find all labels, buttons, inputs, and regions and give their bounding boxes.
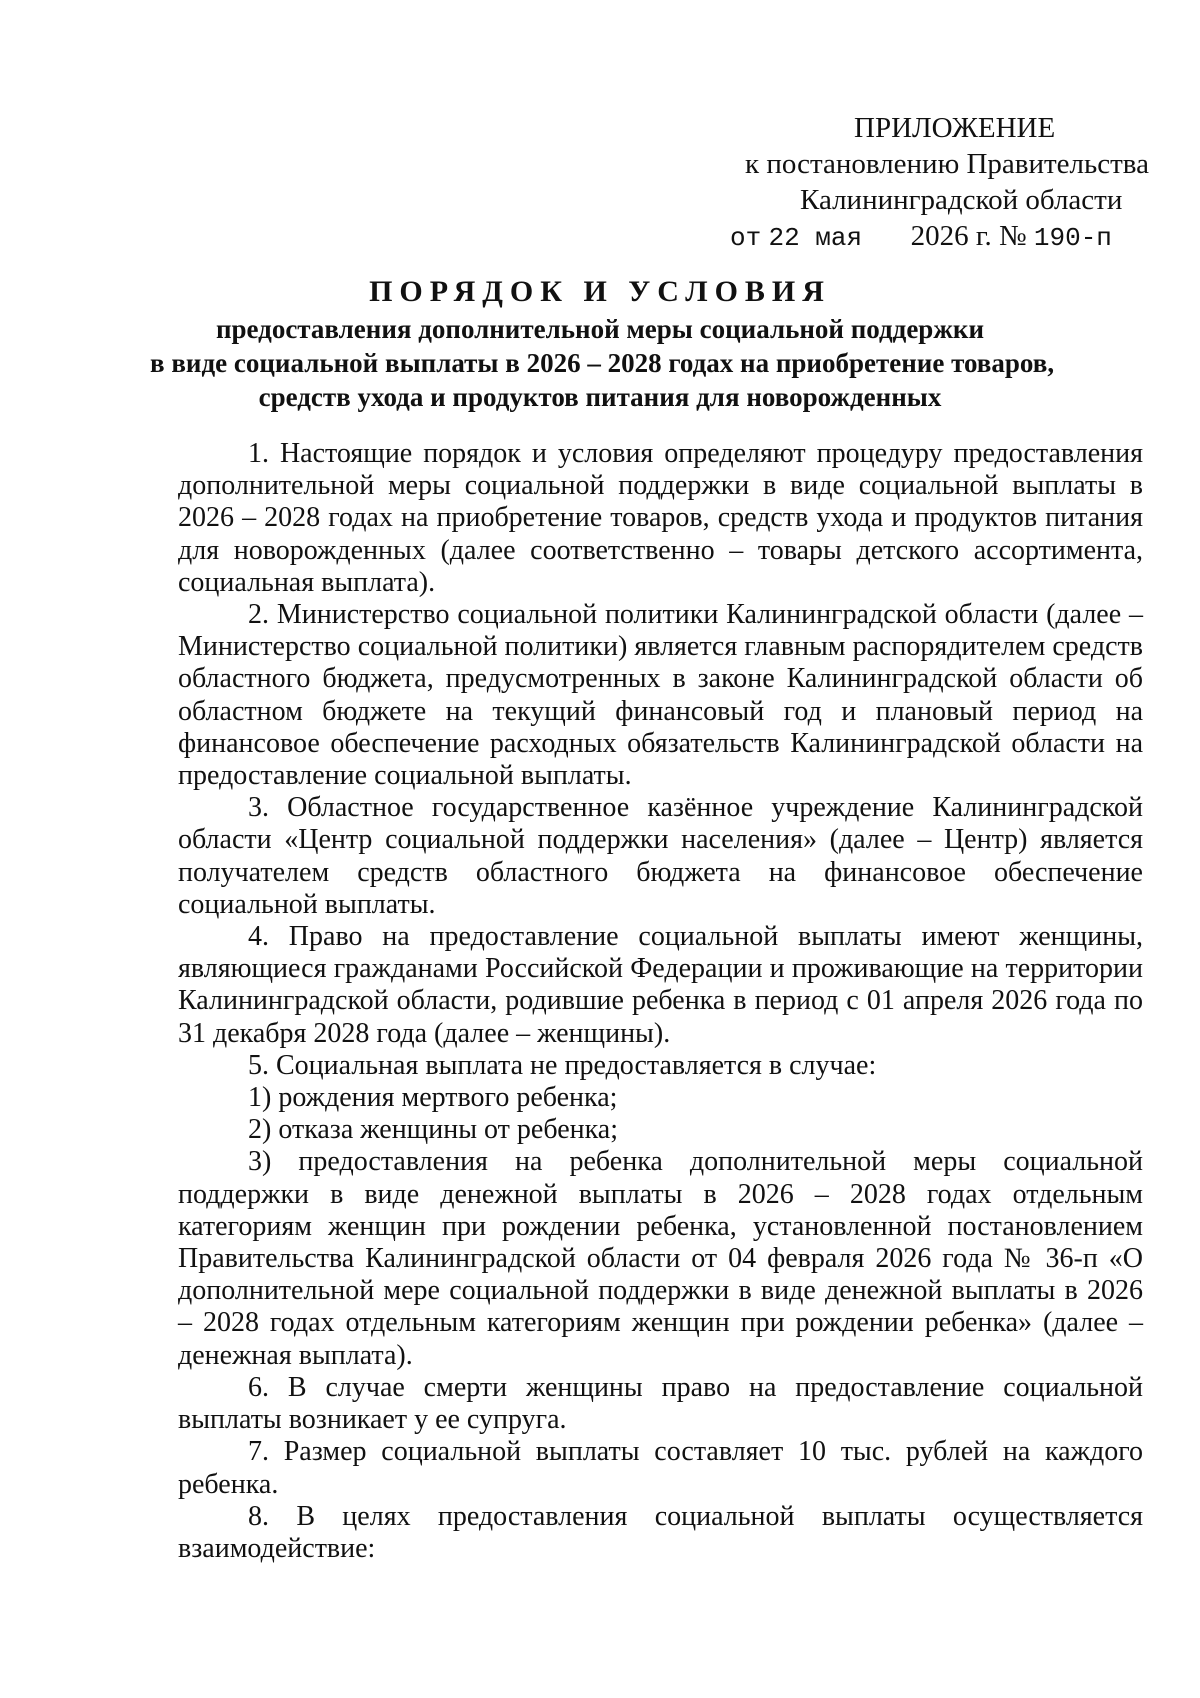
appendix-title: ПРИЛОЖЕНИЕ [854, 112, 1056, 144]
paragraph-5-item-3: 3) предоставления на ребенка дополнительной меры социальной поддержки в виде денежной выплаты в 2026 – 2028 годах отдельным категориям женщин при рождении ребенка, установленной постановлением Правительства Калининградской области от 04 февраля 2026 года № 36-п «О дополнительной мере социальной поддержки в виде денежной выплаты в 2026 – 2028 годах отдельным категориям женщин при рождении ребенка» (далее – денежная выплата). [178, 1146, 1143, 1371]
paragraph-3: 3. Областное государственное казённое учреждение Калининградской области «Центр социальной поддержки населения» (далее – Центр) является получателем средств областного бюджета на финансовое обеспечение социальной выплаты. [178, 792, 1143, 920]
appendix-line-region: Калининградской области [800, 184, 1123, 216]
document-body [178, 438, 1143, 1565]
paragraph-5-item-2: 2) отказа женщины от ребенка; [248, 1114, 618, 1146]
appendix-header [720, 110, 1149, 256]
document-subtitle-line-3: средств ухода и продуктов питания для новорожденных [258, 382, 942, 412]
paragraph-1: 1. Настоящие порядок и условия определяют процедуру предоставления дополнительной меры социальной поддержки в виде социальной выплаты в 2026 – 2028 годах на приобретение товаров, средств ухода и продуктов питания для новорожденных (далее соответственно – товары детского ассортимента, социальная выплата). [178, 438, 1143, 598]
paragraph-4: 4. Право на предоставление социальной выплаты имеют женщины, являющиеся гражданами Российской Федерации и проживающие на территории Калининградской области, родившие ребенка в период с 01 апреля 2026 года по 31 декабря 2028 года (далее – женщины). [178, 921, 1143, 1049]
paragraph-6: 6. В случае смерти женщины право на предоставление социальной выплаты возникает у ее супруга. [178, 1371, 1143, 1436]
paragraph-2: 2. Министерство социальной политики Калининградской области (далее – Министерство социальной политики) является главным распорядителем средств областного бюджета, предусмотренных в законе Калининградской области об областном бюджете на текущий финансовый год и плановый период на финансовое обеспечение расходных обязательств Калининградской области на предоставление социальной выплаты. [178, 599, 1143, 792]
paragraph-5: 5. Социальная выплата не предоставляется в случае: [248, 1049, 877, 1081]
document-subtitle-line-1: предоставления дополнительной меры социальной поддержки [215, 314, 985, 344]
document-number: 190-п [1033, 223, 1112, 253]
document-title-block [150, 272, 1055, 414]
appendix-line-resolution: к постановлению Правительства [745, 148, 1149, 180]
date-prefix: от [730, 223, 762, 253]
document-subtitle-line-2: в виде социальной выплаты в 2026 – 2028 годах на приобретение товаров, [150, 348, 1055, 378]
paragraph-8: 8. В целях предоставления социальной выплаты осуществляется взаимодействие: [178, 1500, 1143, 1564]
document-title: ПОРЯДОК И УСЛОВИЯ [369, 275, 831, 308]
paragraph-7: 7. Размер социальной выплаты составляет 10 тыс. рублей на каждого ребенка. [178, 1436, 1143, 1500]
paragraph-5-item-1: 1) рождения мертвого ребенка; [248, 1082, 618, 1114]
date-year: 2026 г. № [910, 220, 1027, 252]
appendix-date-line [720, 218, 1120, 256]
date-day: 22 мая [768, 223, 863, 253]
